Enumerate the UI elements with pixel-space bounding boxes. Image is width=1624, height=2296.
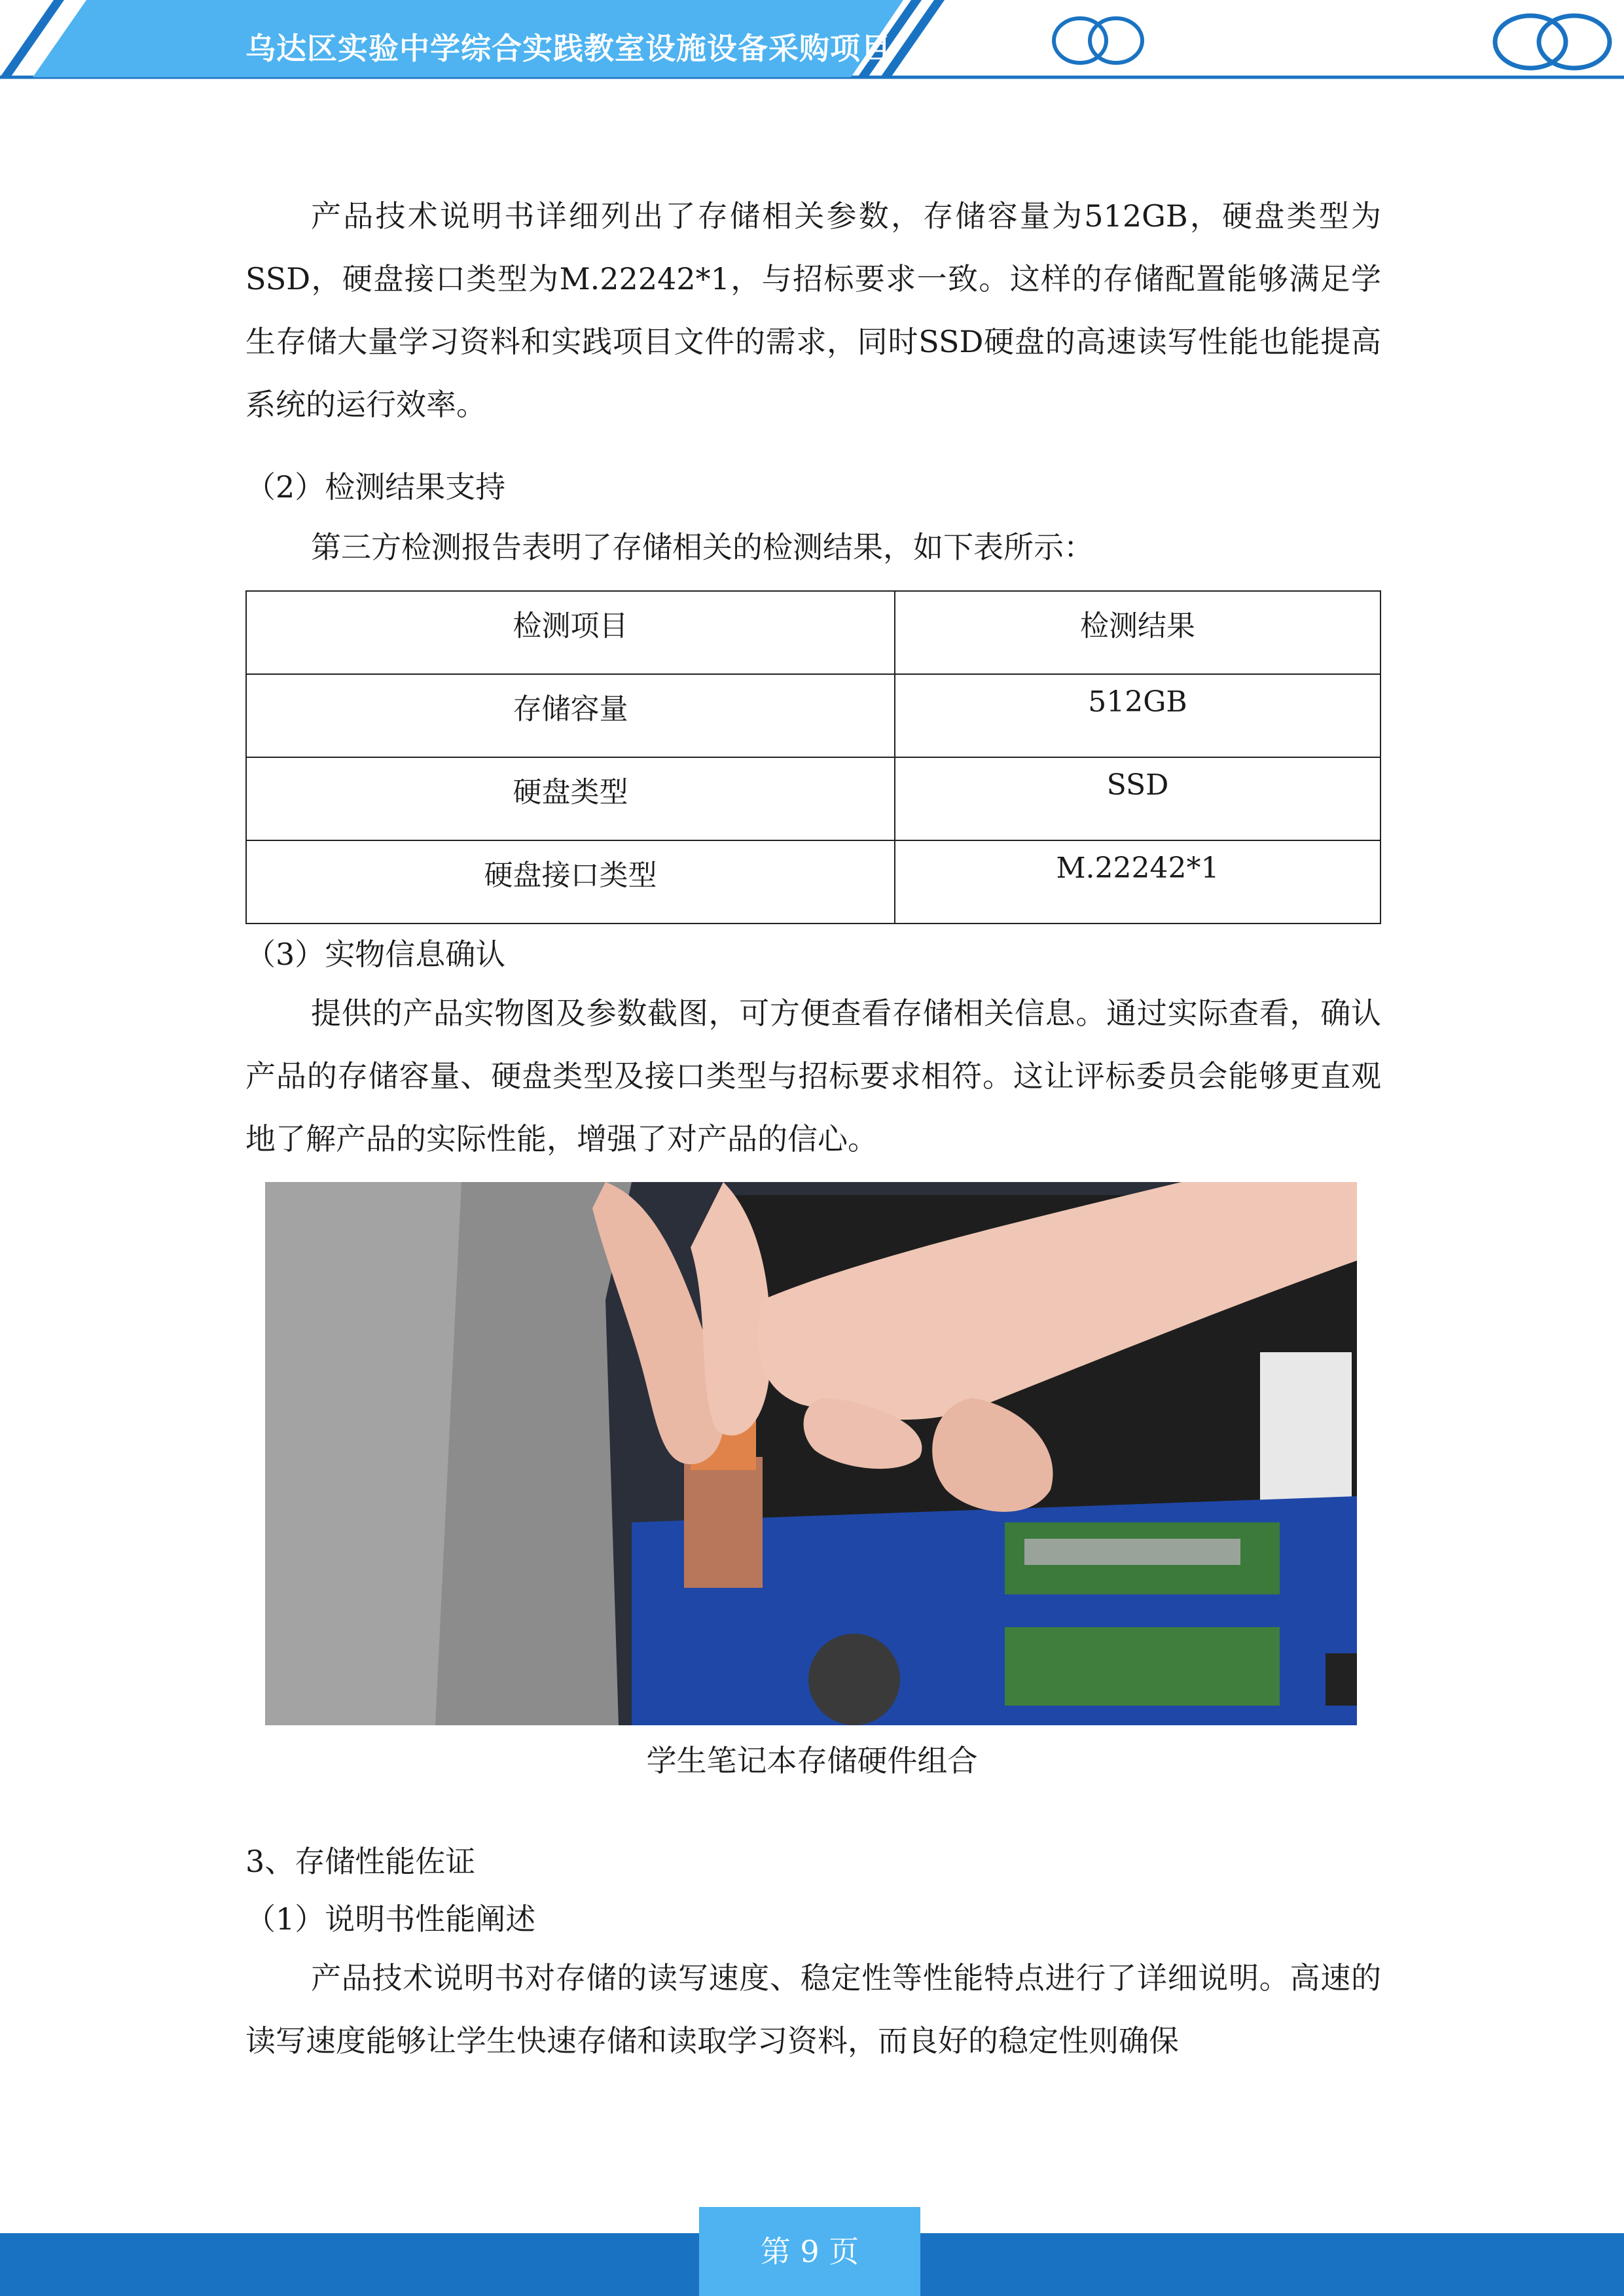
section-heading-performance: 3、存储性能佐证 (245, 1844, 476, 1879)
table-cell: 512GB (895, 674, 1380, 757)
paragraph-physical-confirm: 提供的产品实物图及参数截图，可方便查看存储相关信息。通过实际查看，确认产品的存储容量、硬盘类型及接口类型与招标要求相符。这让评标委员会能够更直观地了解产品的实际性能，增强了对产品的信心。 (245, 996, 1381, 1157)
table-cell: SSD (895, 757, 1380, 840)
header-title: 乌达区实验中学综合实践教室设施设备采购项目 (245, 31, 892, 64)
paragraph-test-intro: 第三方检测报告表明了存储相关的检测结果，如下表所示： (311, 529, 1094, 565)
photo-caption: 学生笔记本存储硬件组合 (646, 1743, 978, 1778)
table-cell: M.22242*1 (895, 840, 1380, 924)
table-row (246, 840, 1380, 924)
page-header (0, 0, 1624, 82)
table-cell: 硬盘类型 (246, 757, 895, 840)
table-header-row (246, 591, 1380, 674)
test-results-table (245, 590, 1381, 924)
page-number: 第 9 页 (699, 2207, 920, 2296)
table-row (246, 674, 1380, 757)
table-row (246, 757, 1380, 840)
heading-physical-confirm: （3）实物信息确认 (245, 937, 506, 972)
paragraph-performance: 产品技术说明书对存储的读写速度、稳定性等性能特点进行了详细说明。高速的读写速度能够让学生快速存储和读取学习资料，而良好的稳定性则确保 (245, 1960, 1381, 2058)
header-logo-small-icon (1054, 18, 1142, 63)
heading-manual-performance: （1）说明书性能阐述 (245, 1901, 536, 1937)
laptop-storage-photo (265, 1182, 1357, 1725)
table-header-cell: 检测项目 (246, 591, 895, 674)
table-cell: 硬盘接口类型 (246, 840, 895, 924)
table-header-cell: 检测结果 (895, 591, 1380, 674)
paragraph-storage-spec: 产品技术说明书详细列出了存储相关参数，存储容量为512GB，硬盘类型为SSD，硬盘接口类型为M.22242*1，与招标要求一致。这样的存储配置能够满足学生存储大量学习资料和实践项目文件的需求，同时SSD硬盘的高速读写性能也能提高系统的运行效率。 (245, 198, 1381, 422)
double-ring-logo-icon (1495, 16, 1610, 68)
table-cell: 存储容量 (246, 674, 895, 757)
heading-test-results: （2）检测结果支持 (245, 469, 506, 505)
